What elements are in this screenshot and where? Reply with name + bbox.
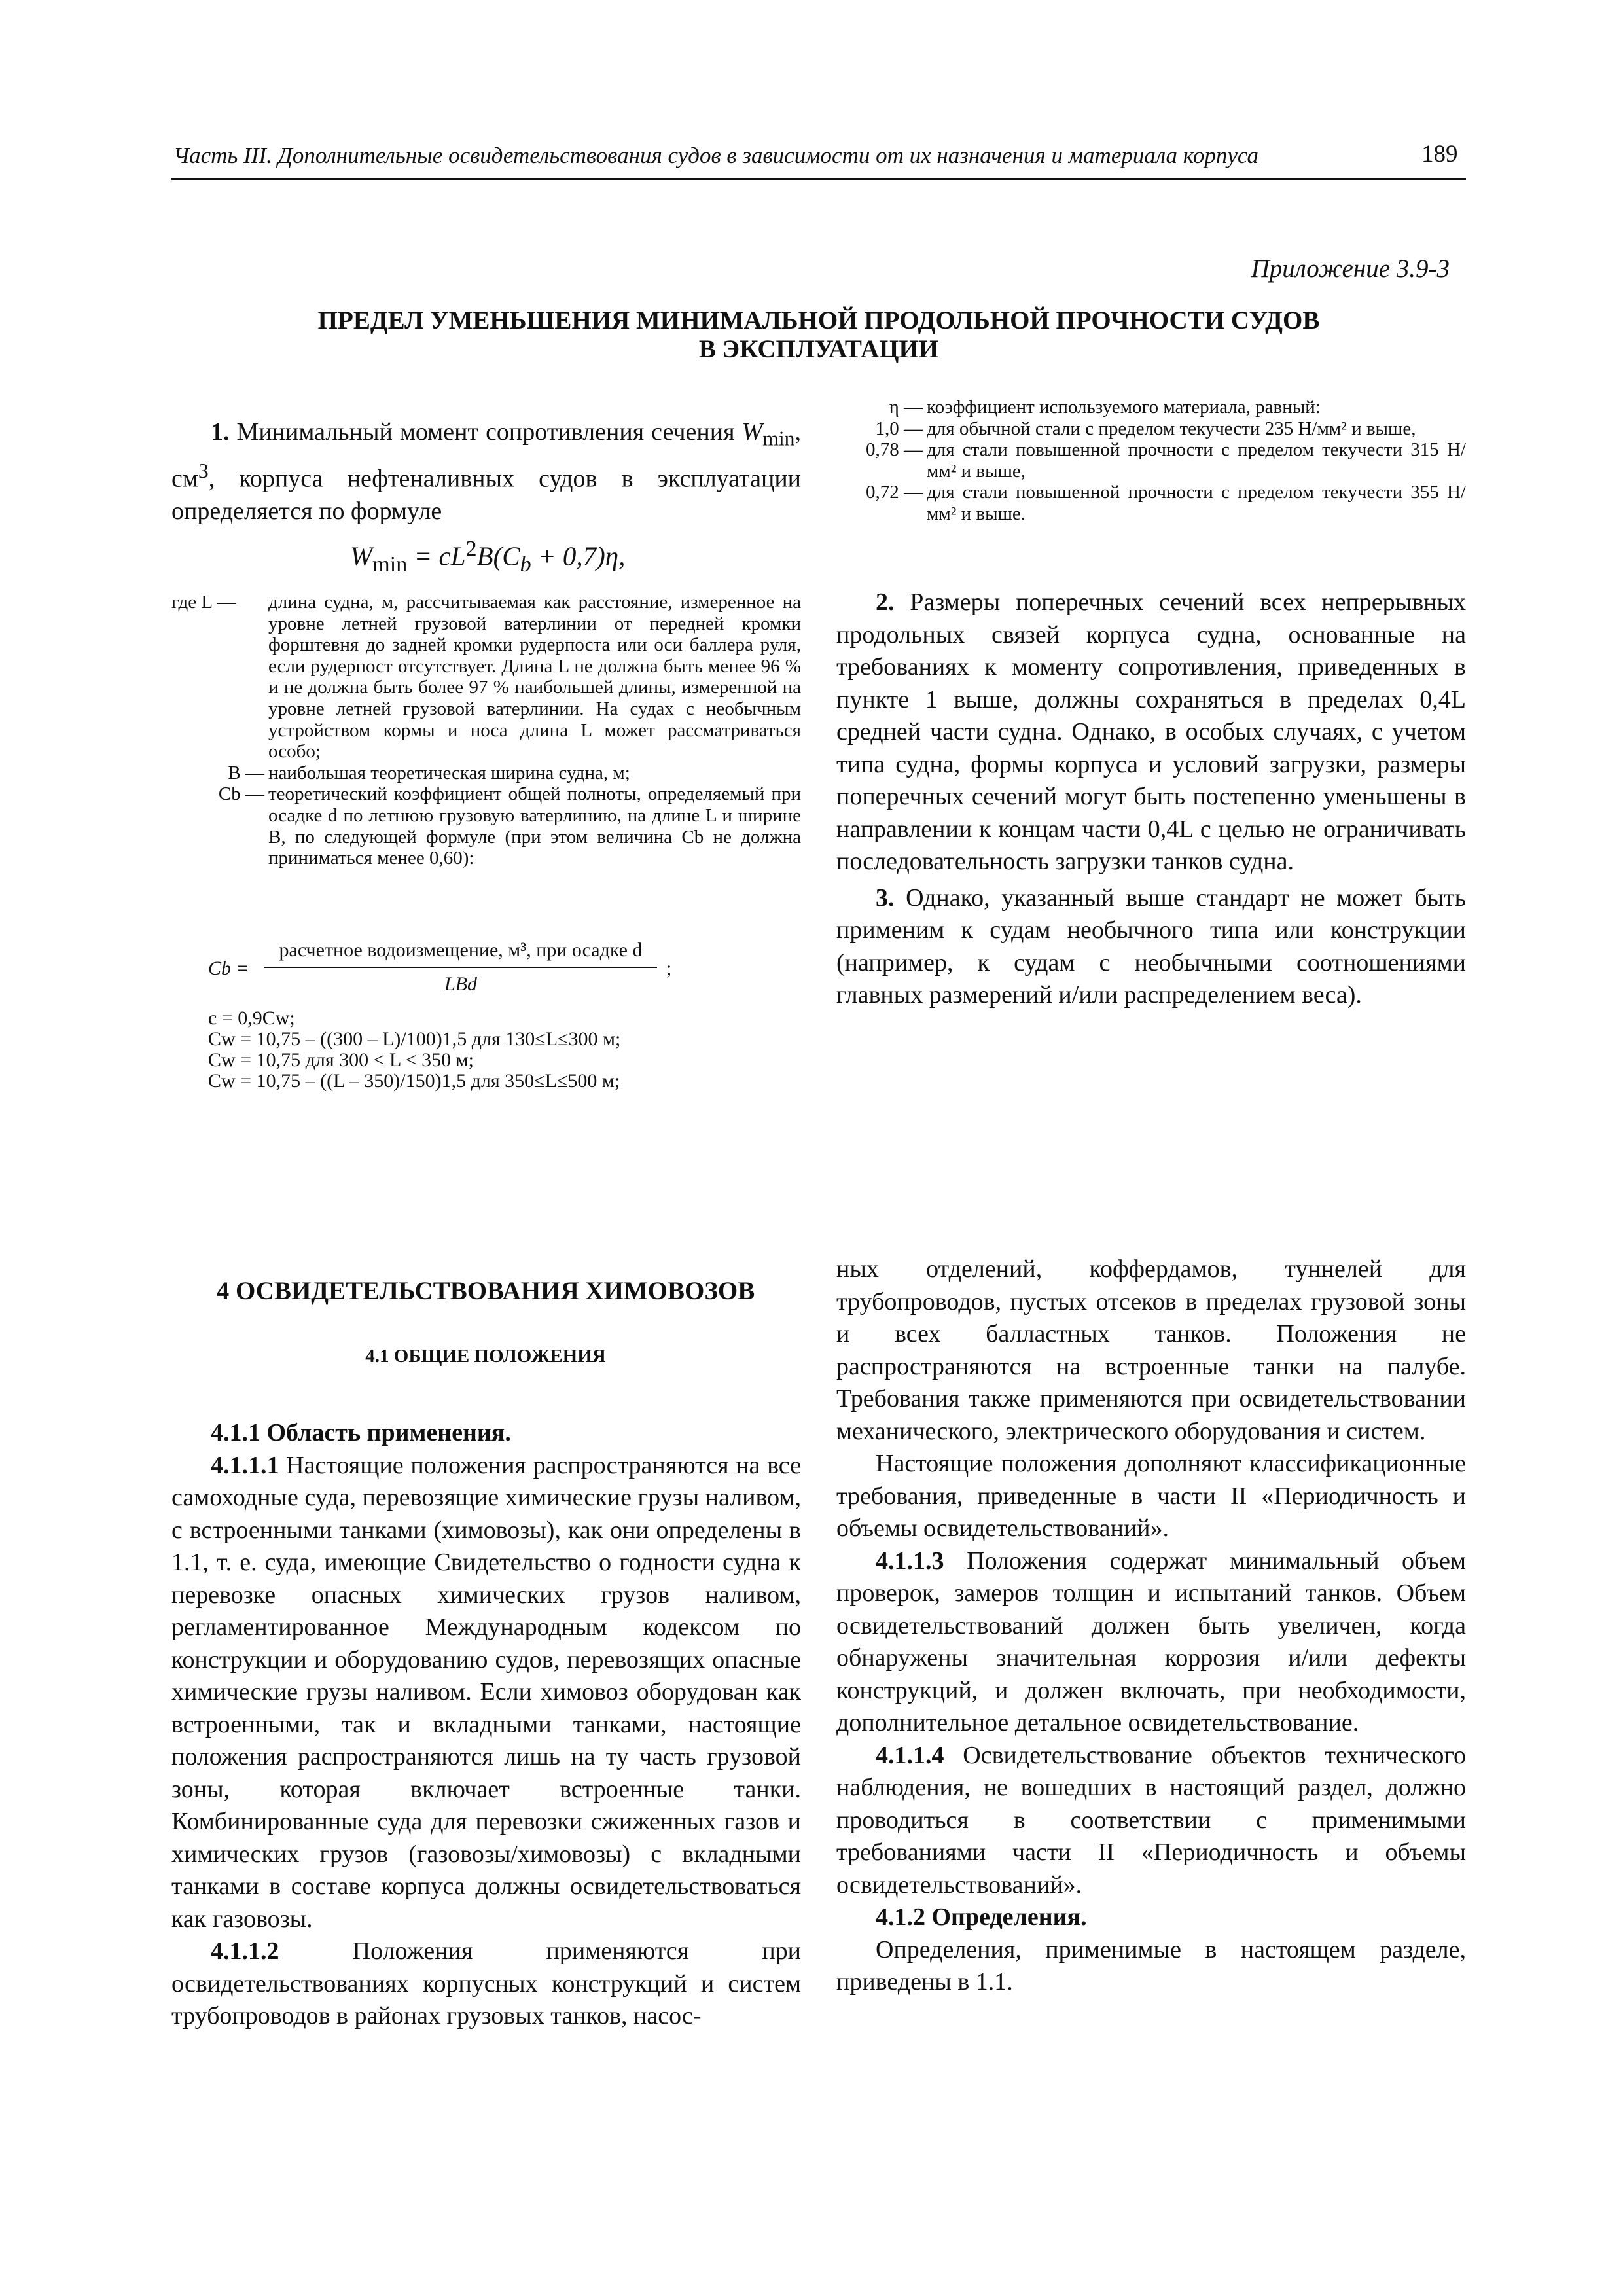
s4112-continuation: ных отделений, коффердамов, туннелей для трубопроводов, пустых отсеков в пределах грузовой зоны и всех балластных танков. Положения не распространяются на встроенные танки на палубе. Требования также применяются при освидетельствовании механического, электрического оборудования и систем. (836, 1255, 1466, 1445)
w-symbol: W (741, 418, 763, 446)
definition-Cb (171, 783, 801, 869)
formula-lhs: W (350, 541, 373, 571)
definition-term: η — (889, 397, 923, 418)
items-2-3 (836, 586, 1466, 1012)
cb-formula-tail: ; (666, 958, 672, 979)
s4113-text: Положения содержат минимальный объем проверок, замеров толщин и испытаний танков. Объем освидетельствований должен быть увеличен, когда обнаружены значительная коррозия и/или дефекты конструкций, и должен включать, при необходимости, дополнительное детальное освидетельствование. (836, 1547, 1466, 1736)
s412-heading (836, 1901, 1466, 1934)
item-3-number: 3. (876, 884, 895, 912)
running-header-title: Часть III. Дополнительные освидетельствования судов в зависимости от их назначения и материала корпуса (173, 143, 1258, 168)
item-1-number: 1. (211, 418, 230, 446)
definition-term: 0,72 — (866, 482, 923, 503)
definition-term: где L — (171, 592, 236, 613)
w-subscript: min (762, 427, 795, 450)
definition-text: наибольшая теоретическая ширина судна, м; (268, 762, 630, 783)
definition-term: Cb — (218, 783, 264, 805)
definition-text: длина судна, м, рассчитываемая как расстояние, измеренное на уровне летней грузовой ватерлинии от передней кромки форштевня до задней кромки рудерпоста или оси баллера руля, если рудерпост отсутствует. Длина L не должна быть менее 96 % и не должна быть более 97 % наибольшей длины, измеренной на уровне летней грузовой ватерлинии. На судах с необычным устройством кормы и носа длина L может рассматриваться особо; (268, 592, 801, 762)
cw-line: Cw = 10,75 – ((300 – L)/100)1,5 для 130≤L≤300 м; (208, 1028, 621, 1050)
definition-text: для стали повышенной прочности с пределом текучести 315 Н/мм² и выше, (927, 439, 1466, 482)
definition-text: для стали повышенной прочности с пределом текучести 355 Н/мм² и выше. (927, 482, 1466, 524)
formula-sup: 2 (465, 537, 477, 561)
formula-lhs-sub: min (372, 552, 408, 577)
item-1-text-a: Минимальный момент сопротивления сечения (229, 418, 742, 446)
definition-term: B — (228, 762, 264, 783)
s4113-paragraph (836, 1545, 1466, 1740)
formula-rhs-b: B(C (476, 541, 520, 571)
definition-term: 1,0 — (875, 418, 923, 439)
item-2-number: 2. (876, 588, 895, 616)
item-2-text: Размеры поперечных сечений всех непрерывных продольных связей корпуса судна, основанные на требованиях к моменту сопротивления, приведенных в пункте 1 выше, должны сохраняться в пределах 0,4L средней части судна. Однако, в особых случаях, с учетом типа судна, формы корпуса и условий загрузки, размеры поперечных сечений могут быть постепенно уменьшены в направлении к концам части 0,4L с целью не ограничивать последовательность загрузки танков судна. (836, 588, 1466, 875)
definition-text: для обычной стали с пределом текучести 235 Н/мм² и выше, (927, 418, 1416, 439)
formula-rhs-a: = cL (407, 541, 466, 571)
s4111-paragraph (171, 1450, 801, 1936)
main-formula (350, 537, 625, 577)
section-4-right-column (836, 1253, 1466, 2124)
cb-formula-lhs: Cb = (208, 958, 249, 979)
fraction-bar (264, 967, 657, 968)
section-4-left-column (171, 1417, 801, 2033)
cb-formula-denominator: LBd (444, 973, 477, 995)
s4112-number: 4.1.1.2 (211, 1937, 279, 1965)
item-1-paragraph (171, 416, 801, 528)
definition-B (171, 762, 801, 784)
cw-line: c = 0,9Cw; (208, 1007, 295, 1029)
definitions-right (826, 397, 1466, 525)
s411-heading (171, 1417, 801, 1450)
section-4-1-heading: 4.1 ОБЩИЕ ПОЛОЖЕНИЯ (365, 1346, 606, 1367)
cw-line: Cw = 10,75 для 300 < L < 350 м; (208, 1049, 474, 1071)
s412-paragraph: Определения, применимые в настоящем разделе, приведены в 1.1. (836, 1935, 1466, 1996)
section-4-heading: 4 ОСВИДЕТЕЛЬСТВОВАНИЯ ХИМОВОЗОВ (216, 1277, 755, 1305)
s4114-text: Освидетельствование объектов технического наблюдения, не вошедших в настоящий раздел, должно проводиться в соответствии с применимыми требованиями части II «Периодичность и объемы освидетельствований». (836, 1741, 1466, 1899)
s4112-paragraph (171, 1935, 801, 2033)
s411-heading-text: 4.1.1 Область применения. (211, 1419, 511, 1446)
definitions-left (171, 592, 801, 869)
definition-term: 0,78 — (866, 439, 923, 461)
formula-rhs-c: + 0,7)η, (531, 541, 626, 571)
supplement-paragraph: Настоящие положения дополняют классификационные требования, приведенные в части II «Периодичность и объемы освидетельствований». (836, 1450, 1466, 1542)
item-1-text-c: , корпуса нефтеналивных судов в эксплуатации определяется по формуле (171, 465, 801, 526)
formula-sub: b (520, 552, 531, 577)
s412-heading-text: 4.1.2 Определения. (876, 1903, 1087, 1931)
page-number: 189 (1421, 141, 1458, 168)
definition-0-78 (826, 439, 1466, 482)
item-2-paragraph (836, 586, 1466, 878)
cw-line: Cw = 10,75 – ((L – 350)/150)1,5 для 350≤L≤500 м; (208, 1070, 620, 1092)
cm-cubed-sup: 3 (198, 459, 209, 483)
item-3-paragraph (836, 882, 1466, 1012)
title-line-2: В ЭКСПЛУАТАЦИИ (698, 335, 939, 363)
definition-1-0 (826, 418, 1466, 440)
s4111-text: Настоящие положения распространяются на все самоходные суда, перевозящие химические грузы наливом, с встроенными танками (химовозы), как они определены в 1.1, т. е. суда, имеющие Свидетельство о годности судна к перевозке опасных химических грузов наливом, регламентированное Международным кодексом по конструкции и оборудованию судов, перевозящих опасные химические грузы наливом. Если химовоз оборудован как встроенными, так и вкладными танками, настоящие положения распространяются лишь на ту часть грузовой зоны, которая включает встроенные танки. Комбинированные суда для перевозки сжиженных газов и химических грузов (газовозы/химовозы) с вкладными танками в составе корпуса должны освидетельствоваться как газовозы. (171, 1451, 801, 1933)
continued-text (836, 1253, 1466, 1999)
s4114-number: 4.1.1.4 (876, 1741, 944, 1769)
s4112-text: Положения применяются при освидетельствованиях корпусных конструкций и систем трубопроводов в районах грузовых танков, насос- (171, 1937, 801, 2030)
definition-eta (826, 397, 1466, 418)
item-3-text: Однако, указанный выше стандарт не может быть применим к судам необычного типа или конструкции (например, к судам с необычными соотношениями главных размерений и/или распределением веса). (836, 884, 1466, 1009)
definition-text: теоретический коэффициент общей полноты, определяемый при осадке d по летнюю грузовую ватерлинию, на длине L и ширине B, по следующей формуле (при этом величина Cb не должна приниматься менее 0,60): (268, 783, 801, 869)
cb-formula-numerator: расчетное водоизмещение, м³, при осадке d (279, 939, 643, 961)
s4114-paragraph (836, 1740, 1466, 1902)
definition-0-72 (826, 482, 1466, 524)
s4113-number: 4.1.1.3 (876, 1547, 944, 1575)
page-title (171, 306, 1466, 364)
item-1-text-b: , см (171, 418, 801, 493)
title-line-1: ПРЕДЕЛ УМЕНЬШЕНИЯ МИНИМАЛЬНОЙ ПРОДОЛЬНОЙ ПРОЧНОСТИ СУДОВ (317, 306, 1320, 334)
cb-formula (208, 939, 719, 1001)
cw-formula-list (208, 1008, 797, 1092)
header-rule (171, 178, 1466, 180)
appendix-label: Приложение 3.9-3 (1251, 255, 1450, 283)
definition-text: коэффициент используемого материала, равный: (927, 397, 1321, 418)
s4111-number: 4.1.1.1 (211, 1451, 279, 1479)
definition-L (171, 592, 801, 762)
